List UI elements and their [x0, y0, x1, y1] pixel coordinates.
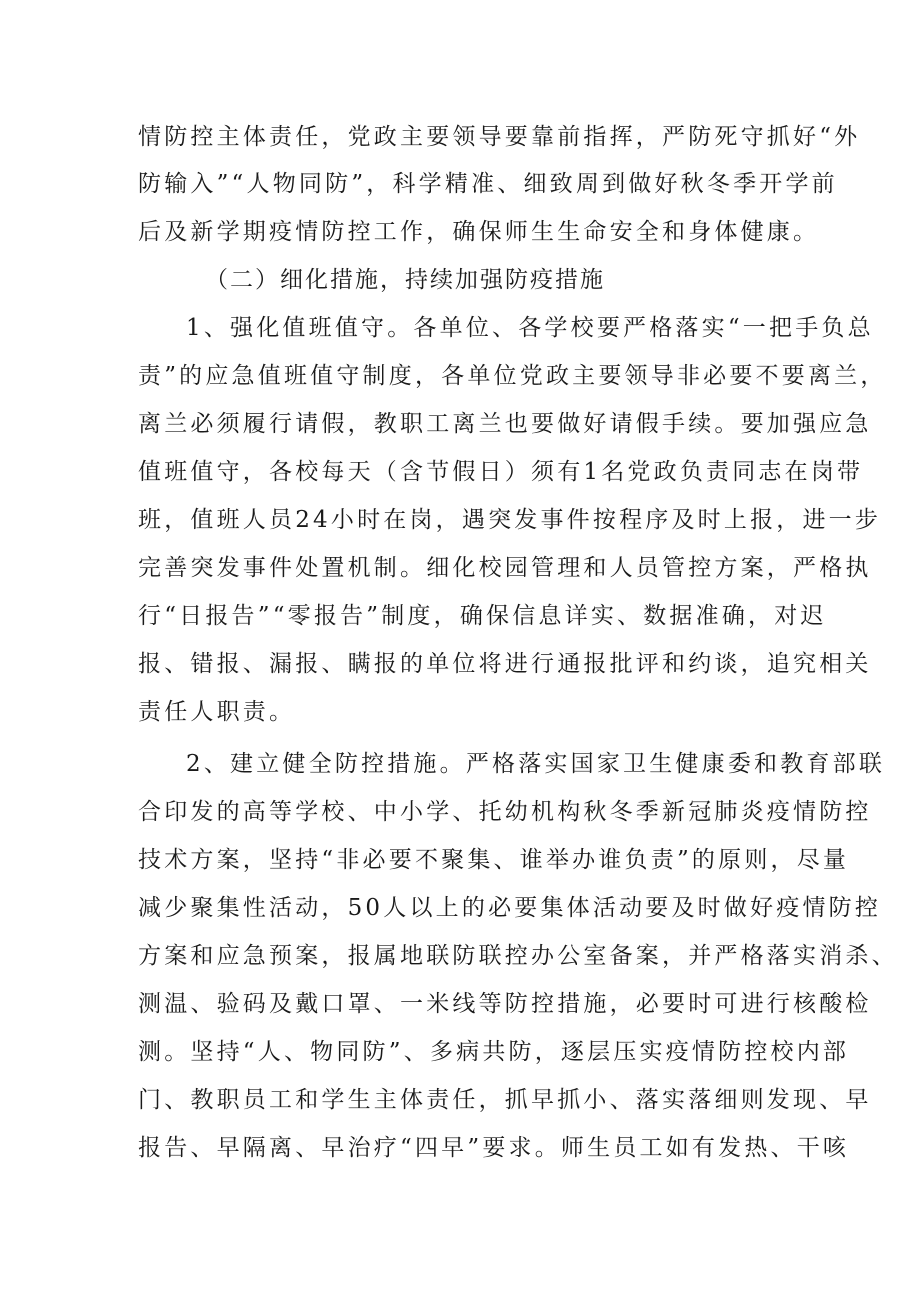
text-line: 报、错报、漏报、瞒报的单位将进行通报批评和约谈，追究相关 [138, 651, 872, 677]
text-line: 离兰必须履行请假，教职工离兰也要做好请假手续。要加强应急 [138, 411, 872, 437]
text-line: 情防控主体责任，党政主要领导要靠前指挥，严防死守抓好“外 [138, 124, 861, 150]
text-line: 责任人职责。 [138, 699, 296, 725]
text-line: 减少聚集性活动，50人以上的必要集体活动要及时做好疫情防控 [138, 895, 882, 921]
text-line: 完善突发事件处置机制。细化校园管理和人员管控方案，严格执 [138, 555, 872, 581]
text-line: 值班值守，各校每天（含节假日）须有1名党政负责同志在岗带 [138, 459, 864, 485]
text-line: 方案和应急预案，报属地联防联控办公室备案，并严格落实消杀、 [138, 943, 898, 969]
section-heading: （二）细化措施，持续加强防疫措施 [205, 267, 605, 293]
text-line: 责”的应急值班值守制度，各单位党政主要领导非必要不要离兰， [138, 363, 887, 389]
text-line: 门、教职员工和学生主体责任，抓早抓小、落实落细则发现、早 [138, 1087, 872, 1113]
text-line: 测。坚持“人、物同防”、多病共防，逐层压实疫情防控校内部 [138, 1039, 850, 1065]
text-line: 测温、验码及戴口罩、一米线等防控措施，必要时可进行核酸检 [138, 991, 872, 1017]
text-line: 防输入”“人物同防”，科学精准、细致周到做好秋冬季开学前 [138, 171, 838, 197]
text-line: 技术方案，坚持“非必要不聚集、谁举办谁负责”的原则，尽量 [138, 847, 850, 873]
text-line: 班，值班人员24小时在岗，遇突发事件按程序及时上报，进一步 [138, 507, 882, 533]
paragraph-first-line: 2、建立健全防控措施。严格落实国家卫生健康委和教育部联 [186, 751, 886, 777]
text-line: 报告、早隔离、早治疗“四早”要求。师生员工如有发热、干咳 [138, 1135, 850, 1161]
text-line: 行“日报告”“零报告”制度，确保信息详实、数据准确，对迟 [138, 603, 827, 629]
text-line: 合印发的高等学校、中小学、托幼机构秋冬季新冠肺炎疫情防控 [138, 799, 872, 825]
text-line: 后及新学期疫情防控工作，确保师生生命安全和身体健康。 [138, 219, 820, 245]
paragraph-first-line: 1、强化值班值守。各单位、各学校要严格落实“一把手负总 [186, 315, 874, 341]
